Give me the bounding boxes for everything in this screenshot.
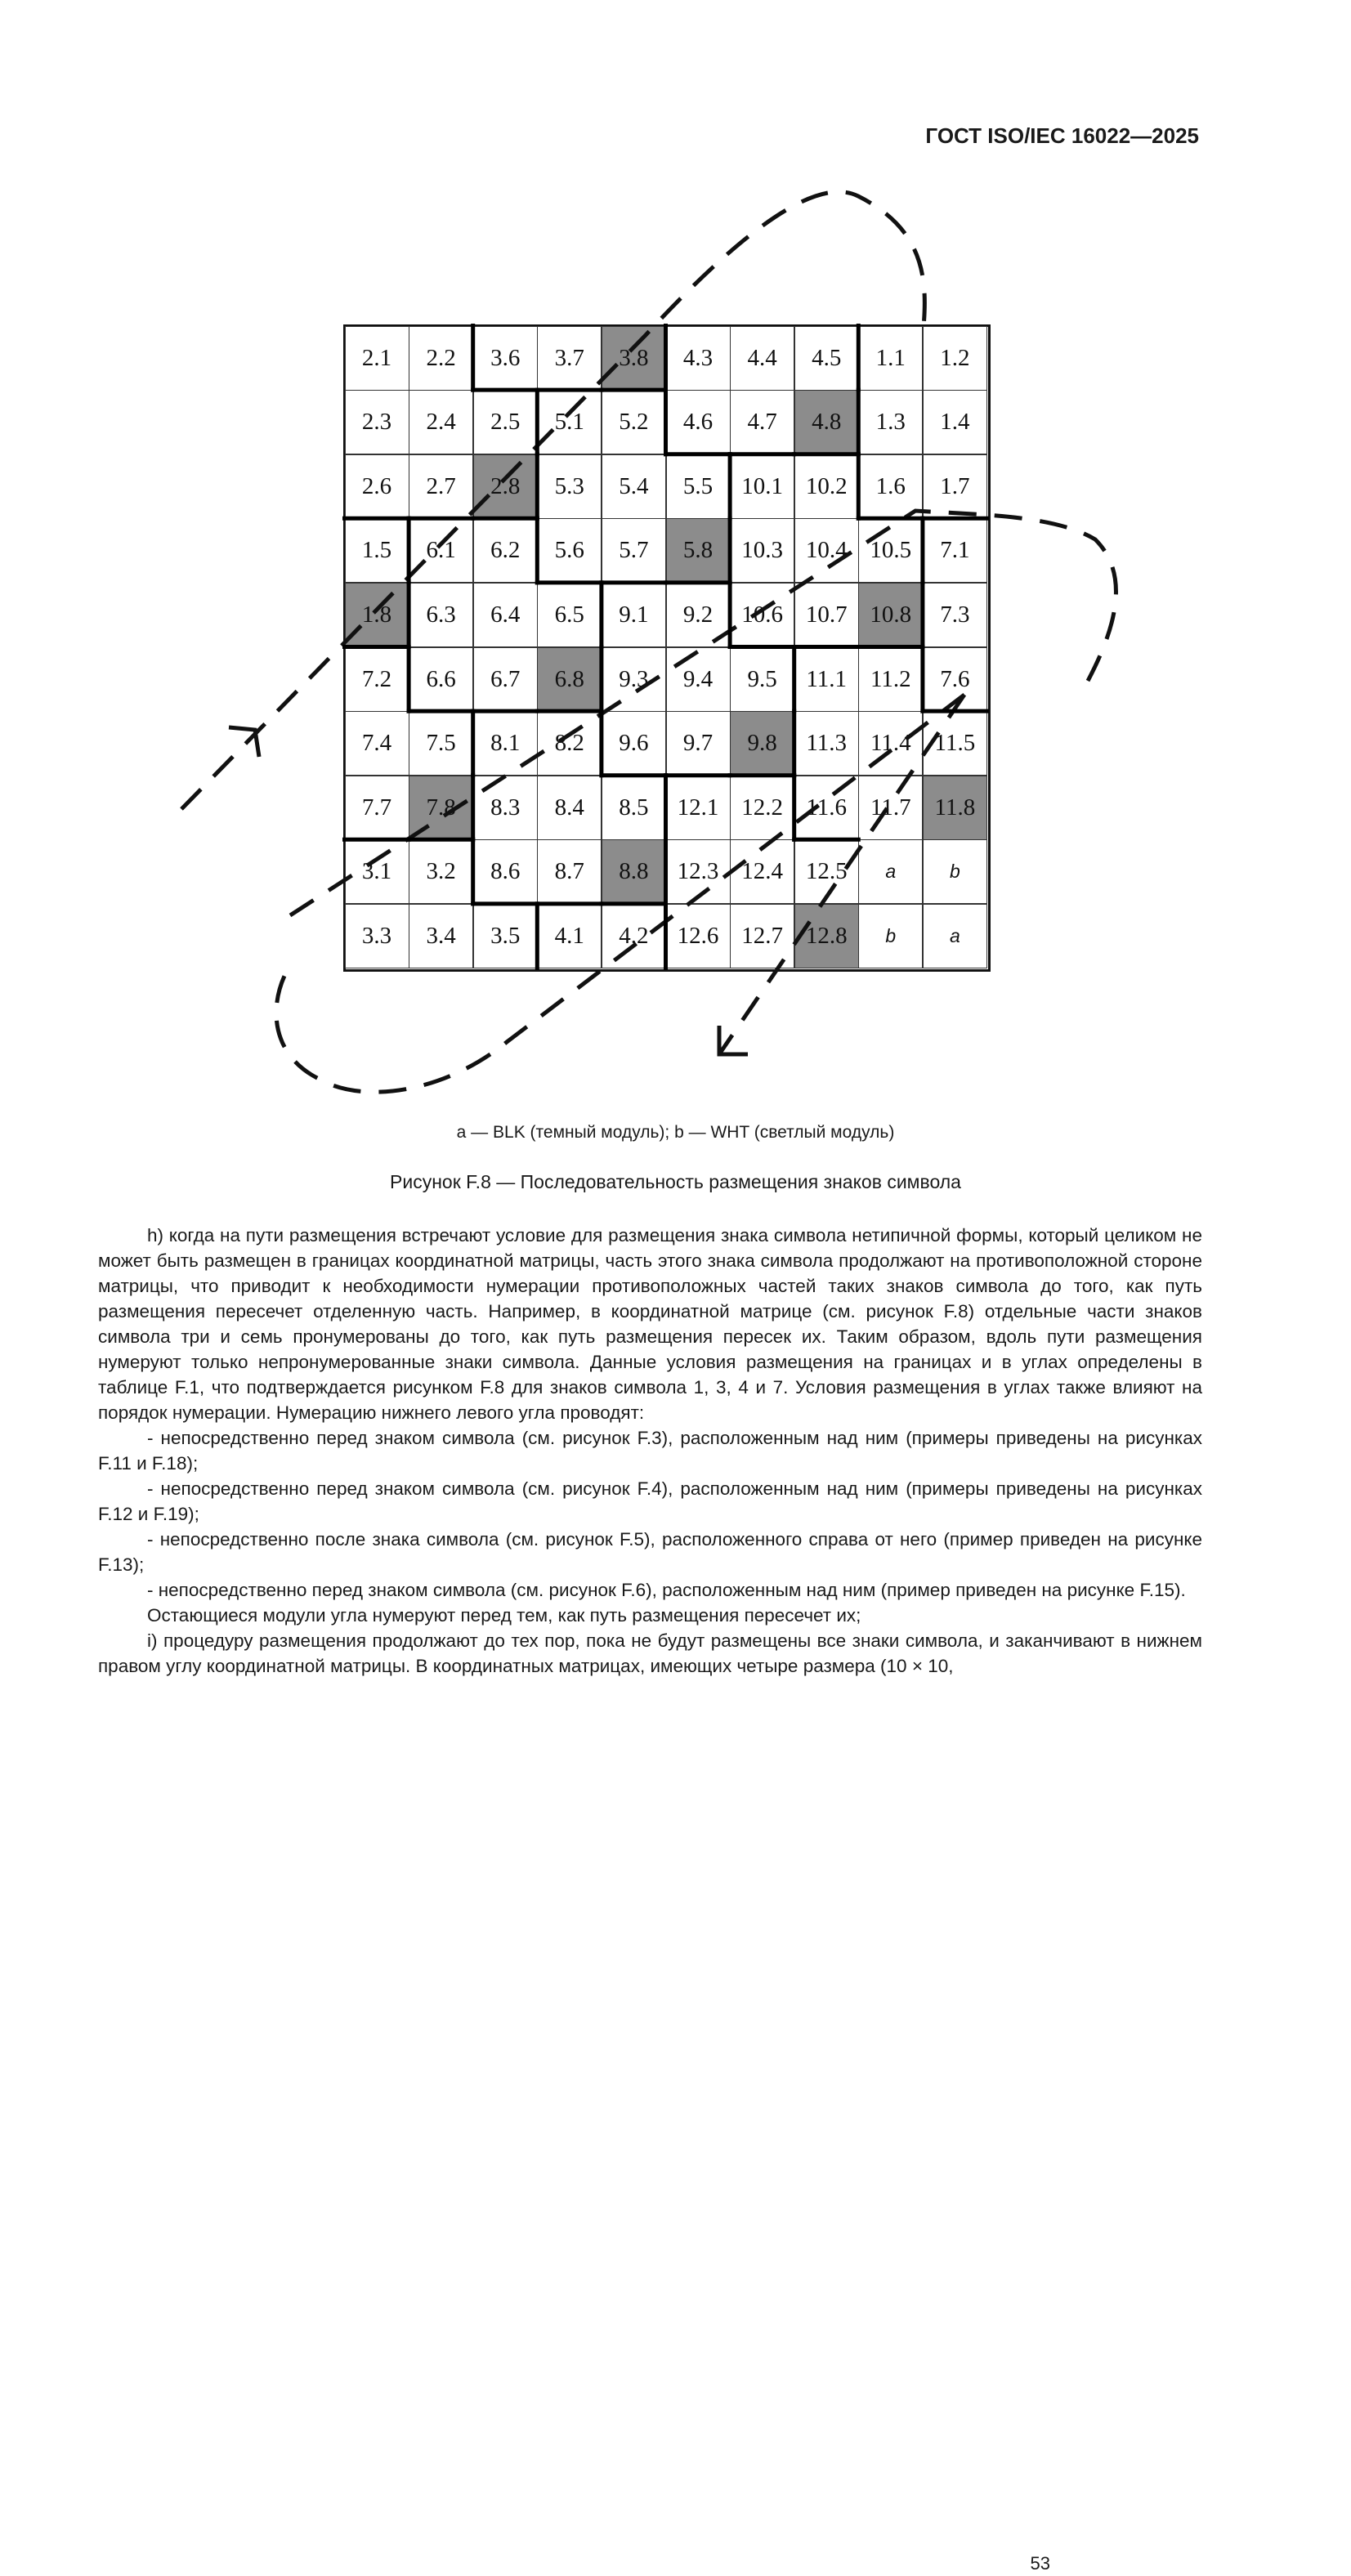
matrix-cell: 6.1	[409, 518, 473, 583]
matrix-cell: 6.3	[409, 583, 473, 647]
matrix-cell: 3.3	[345, 904, 409, 968]
matrix-cell: 2.8	[473, 454, 538, 519]
matrix-cell: 3.5	[473, 904, 538, 968]
matrix-cell: 3.4	[409, 904, 473, 968]
matrix-cell: 11.3	[794, 711, 859, 776]
matrix-cell: 10.1	[730, 454, 794, 519]
matrix-cell: 9.8	[730, 711, 794, 776]
matrix-cell: 11.2	[858, 647, 923, 712]
matrix-cell: 9.5	[730, 647, 794, 712]
matrix-cell: 6.7	[473, 647, 538, 712]
matrix-cell: 9.1	[602, 583, 666, 647]
document-header: ГОСТ ISO/IEC 16022—2025	[925, 123, 1199, 148]
matrix-cell: 3.2	[409, 839, 473, 904]
matrix-cell: 1.5	[345, 518, 409, 583]
matrix-cell: 3.6	[473, 326, 538, 391]
matrix-cell: 12.7	[730, 904, 794, 968]
page-number: 53	[1030, 2553, 1050, 2574]
matrix-cell: 11.1	[794, 647, 859, 712]
matrix-cell: 8.4	[537, 776, 602, 840]
matrix-cell: 2.4	[409, 390, 473, 454]
matrix-cell: 5.2	[602, 390, 666, 454]
matrix-cell: 3.8	[602, 326, 666, 391]
matrix-cell: 10.3	[730, 518, 794, 583]
list-item: - непосредственно перед знаком символа (см. рисунок F.3), расположенным над ним (примеры приведены на рисунках F.11 и F.18);	[98, 1428, 1202, 1474]
matrix-cell: 11.5	[923, 711, 987, 776]
matrix-cell: 7.3	[923, 583, 987, 647]
matrix-cell: 9.2	[666, 583, 731, 647]
matrix-cell: 6.6	[409, 647, 473, 712]
matrix-cell: 5.8	[666, 518, 731, 583]
matrix-cell: 5.5	[666, 454, 731, 519]
matrix-cell: 8.5	[602, 776, 666, 840]
matrix-cell: 7.6	[923, 647, 987, 712]
matrix-cell: b	[858, 904, 923, 968]
matrix-cell: 7.8	[409, 776, 473, 840]
matrix-cell: 9.7	[666, 711, 731, 776]
matrix-cell: 4.6	[666, 390, 731, 454]
matrix-cell: 6.5	[537, 583, 602, 647]
matrix-cell: 7.7	[345, 776, 409, 840]
matrix-cell: a	[858, 839, 923, 904]
matrix-cell: 12.3	[666, 839, 731, 904]
matrix-cell: 1.2	[923, 326, 987, 391]
matrix-cell: 10.6	[730, 583, 794, 647]
matrix-cell: 2.3	[345, 390, 409, 454]
paragraph-corner: Остающиеся модули угла нумеруют перед тем, как путь размещения пересечет их;	[147, 1605, 861, 1626]
matrix-cell: 2.7	[409, 454, 473, 519]
matrix-cell: 10.4	[794, 518, 859, 583]
paragraph-h: h) когда на пути размещения встречают условие для размещения знака символа нетипичной формы, который целиком не может быть размещен в границах координатной матрицы, часть этого знака символа продолжают на противоположной стороне матрицы, что приводит к необходимости нумерации противоположных частей таких знаков символа до того, как путь размещения пересечет отделенную часть. Например, в координатной матрице (см. рисунок F.8) отдельные части знаков символа три и семь пронумерованы до того, как путь размещения пересек их. Таким образом, вдоль пути размещения нумеруют только непронумерованные знаки символа. Данные условия размещения на границах и в углах определены в таблице F.1, что подтверждается рисунком F.8 для знаков символа 1, 3, 4 и 7. Условия размещения в углах также влияют на порядок нумерации. Нумерацию нижнего левого угла проводят:	[98, 1225, 1202, 1423]
matrix-cell: 12.2	[730, 776, 794, 840]
matrix-cell: 6.4	[473, 583, 538, 647]
list-item: - непосредственно перед знаком символа (см. рисунок F.6), расположенным над ним (пример приведен на рисунке F.15).	[147, 1580, 1186, 1600]
matrix-cell: 4.7	[730, 390, 794, 454]
matrix-cell: 4.1	[537, 904, 602, 968]
matrix-cell: 5.6	[537, 518, 602, 583]
matrix-cell: 12.8	[794, 904, 859, 968]
matrix-cell: 4.3	[666, 326, 731, 391]
matrix-cell: 6.2	[473, 518, 538, 583]
matrix-cell: 7.2	[345, 647, 409, 712]
matrix-cell: 6.8	[537, 647, 602, 712]
matrix-cell: 1.3	[858, 390, 923, 454]
matrix-cell: 4.4	[730, 326, 794, 391]
paragraph-i: i) процедуру размещения продолжают до тех пор, пока не будут размещены все знаки символа, и заканчивают в нижнем правом углу координатной матрицы. В координатных матрицах, имеющих четыре размера (10 × 10,	[98, 1630, 1202, 1676]
matrix-cell: 12.4	[730, 839, 794, 904]
matrix-cell: 8.1	[473, 711, 538, 776]
matrix-cell: 11.8	[923, 776, 987, 840]
matrix-cell: 5.7	[602, 518, 666, 583]
matrix-cell: a	[923, 904, 987, 968]
matrix-cell: 8.8	[602, 839, 666, 904]
arrow-head-left	[229, 727, 259, 757]
matrix-cell: 4.2	[602, 904, 666, 968]
matrix-cell: 2.5	[473, 390, 538, 454]
matrix-cell: 4.8	[794, 390, 859, 454]
matrix-cell: 12.1	[666, 776, 731, 840]
matrix-cell: 5.3	[537, 454, 602, 519]
matrix-cell: 7.1	[923, 518, 987, 583]
matrix-cell: b	[923, 839, 987, 904]
matrix-cell: 1.6	[858, 454, 923, 519]
matrix-cell: 2.6	[345, 454, 409, 519]
matrix-cell: 10.8	[858, 583, 923, 647]
list-item: - непосредственно перед знаком символа (см. рисунок F.4), расположенным над ним (примеры приведены на рисунках F.12 и F.19);	[98, 1478, 1202, 1524]
matrix-cell: 3.1	[345, 839, 409, 904]
matrix-cell: 12.6	[666, 904, 731, 968]
matrix-cell: 9.6	[602, 711, 666, 776]
matrix-cell: 7.4	[345, 711, 409, 776]
matrix-cell: 10.7	[794, 583, 859, 647]
matrix-cell: 9.3	[602, 647, 666, 712]
figure-caption: Рисунок F.8 — Последовательность размещения знаков символа	[390, 1171, 961, 1192]
matrix-cell: 8.3	[473, 776, 538, 840]
matrix-cell: 3.7	[537, 326, 602, 391]
matrix-cell: 1.1	[858, 326, 923, 391]
matrix-cell: 5.1	[537, 390, 602, 454]
list-item: - непосредственно после знака символа (см. рисунок F.5), расположенного справа от него (пример приведен на рисунке F.13);	[98, 1529, 1202, 1575]
matrix-cell: 11.7	[858, 776, 923, 840]
matrix-cell: 2.1	[345, 326, 409, 391]
matrix-cell: 8.7	[537, 839, 602, 904]
matrix-cell: 1.7	[923, 454, 987, 519]
matrix-cell: 1.4	[923, 390, 987, 454]
matrix-cell: 8.2	[537, 711, 602, 776]
matrix-cell: 10.2	[794, 454, 859, 519]
matrix-cell: 10.5	[858, 518, 923, 583]
matrix-cell: 1.8	[345, 583, 409, 647]
matrix-cell: 7.5	[409, 711, 473, 776]
matrix-cell: 2.2	[409, 326, 473, 391]
matrix-cell: 11.4	[858, 711, 923, 776]
matrix-cell: 8.6	[473, 839, 538, 904]
matrix-cell: 5.4	[602, 454, 666, 519]
matrix-cell: 9.4	[666, 647, 731, 712]
matrix-cell: 11.6	[794, 776, 859, 840]
arrow-head-bottom	[719, 1026, 748, 1054]
body-text	[98, 1223, 1202, 2574]
placement-matrix	[343, 324, 991, 972]
figure-legend: a — BLK (темный модуль); b — WHT (светлый модуль)	[456, 1123, 895, 1142]
matrix-cell: 12.5	[794, 839, 859, 904]
matrix-cell: 4.5	[794, 326, 859, 391]
